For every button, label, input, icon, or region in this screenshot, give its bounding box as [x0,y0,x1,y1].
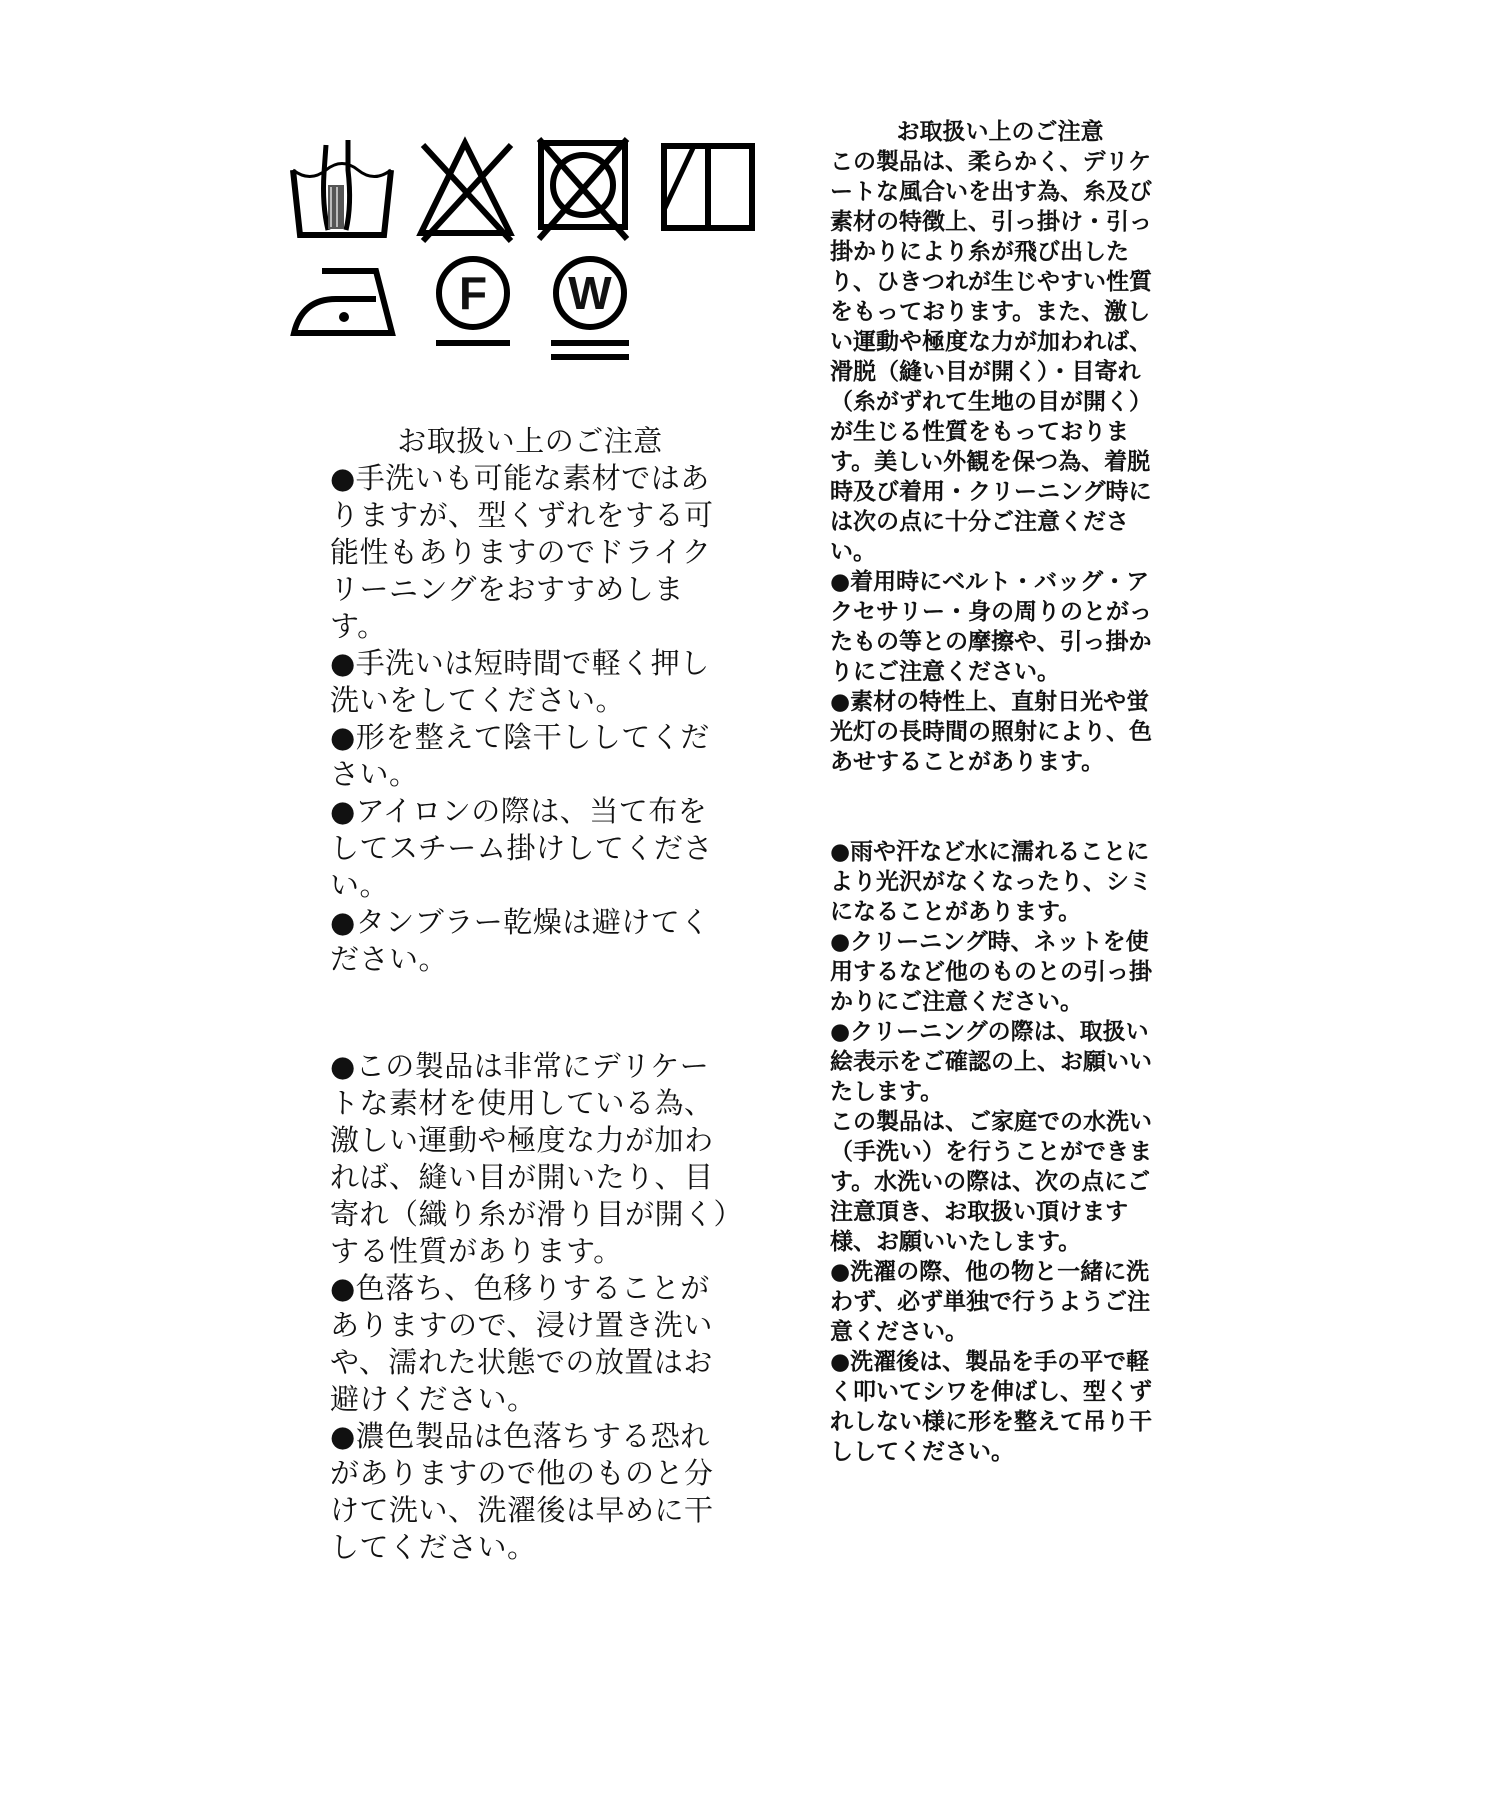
care-note: この製品は、柔らかく、デリケートな風合いを出す為、糸及び素材の特徴上、引っ掛け・引っ掛かりにより糸が飛び出したり、ひきつれが生じやすい性質をもっております。また、激しい運動や極度な力が加われば、滑脱（縫い目が開く）・目寄れ（糸がずれて生地の目が開く）が生じる性質をもっております。美しい外観を保つ為、着脱時及び着用・クリーニング時には次の点に十分ご注意ください。 [830,149,1152,565]
do-not-bleach-icon [413,133,518,245]
iron-low-temperature-icon [288,263,400,339]
care-note: ●クリーニングの際は、取扱い絵表示をご確認の上、お願いいたします。 [830,1019,1152,1105]
care-note: ●着用時にベルト・バッグ・アクセサリー・身の周りのとがったもの等との摩擦や、引っ掛かりにご注意ください。 [830,569,1152,685]
dry-clean-letter: F [458,267,488,319]
care-symbols [288,125,768,375]
do-not-tumble-dry-icon [533,135,633,243]
care-note: ●洗濯の際、他の物と一緒に洗わず、必ず単独で行うようご注意ください。 [830,1259,1151,1345]
wet-clean-w-icon [543,253,637,365]
care-note: ●手洗いは短時間で軽く押し洗いをしてください。 [330,646,710,717]
care-note: ●アイロンの際は、当て布をしてスチーム掛けしてください。 [330,794,713,902]
care-heading-right: お取扱い上のご注意 [896,119,1104,145]
care-note: ●手洗いも可能な素材ではありますが、型くずれをする可能性もありますのでドライクリーニングをおすすめします。 [330,461,714,643]
care-note: ●洗濯後は、製品を手の平で軽く叩いてシワを伸ばし、型くずれしない様に形を整えて吊り干ししてください。 [830,1349,1152,1465]
care-note: ●タンブラー乾燥は避けてください。 [330,905,710,976]
hand-wash-icon [288,135,396,245]
care-note: ●クリーニング時、ネットを使用するなど他のものとの引っ掛かりにご注意ください。 [830,929,1152,1015]
care-note: ●濃色製品は色落ちする恐れがありますので他のものと分けて洗い、洗濯後は早めに干してください。 [330,1419,714,1564]
care-note: ●素材の特性上、直射日光や蛍光灯の長時間の照射により、色あせすることがあります。 [830,689,1152,775]
care-note: ●雨や汗など水に濡れることにより光沢がなくなったり、シミになることがあります。 [830,839,1152,925]
care-note: ●形を整えて陰干ししてください。 [330,720,710,791]
care-notes-right [830,117,1170,1467]
care-heading-left: お取扱い上のご注意 [397,424,663,458]
dry-clean-f-icon [428,253,518,353]
wet-clean-letter: W [568,267,612,319]
care-note: この製品は、ご家庭での水洗い（手洗い）を行うことができます。水洗いの際は、次の点にご注意頂き、お取扱い頂けます様、お願いいたします。 [830,1109,1152,1255]
care-notes-left [330,423,730,1566]
drip-dry-icon [658,140,758,240]
care-note: ●この製品は非常にデリケートな素材を使用している為、激しい運動や極度な力が加われば、縫い目が開いたり、目寄れ（織り糸が滑り目が開く）する性質があります。 [330,1049,729,1268]
care-note: ●色落ち、色移りすることがありますので、浸け置き洗いや、濡れた状態での放置はお避けください。 [330,1271,713,1416]
